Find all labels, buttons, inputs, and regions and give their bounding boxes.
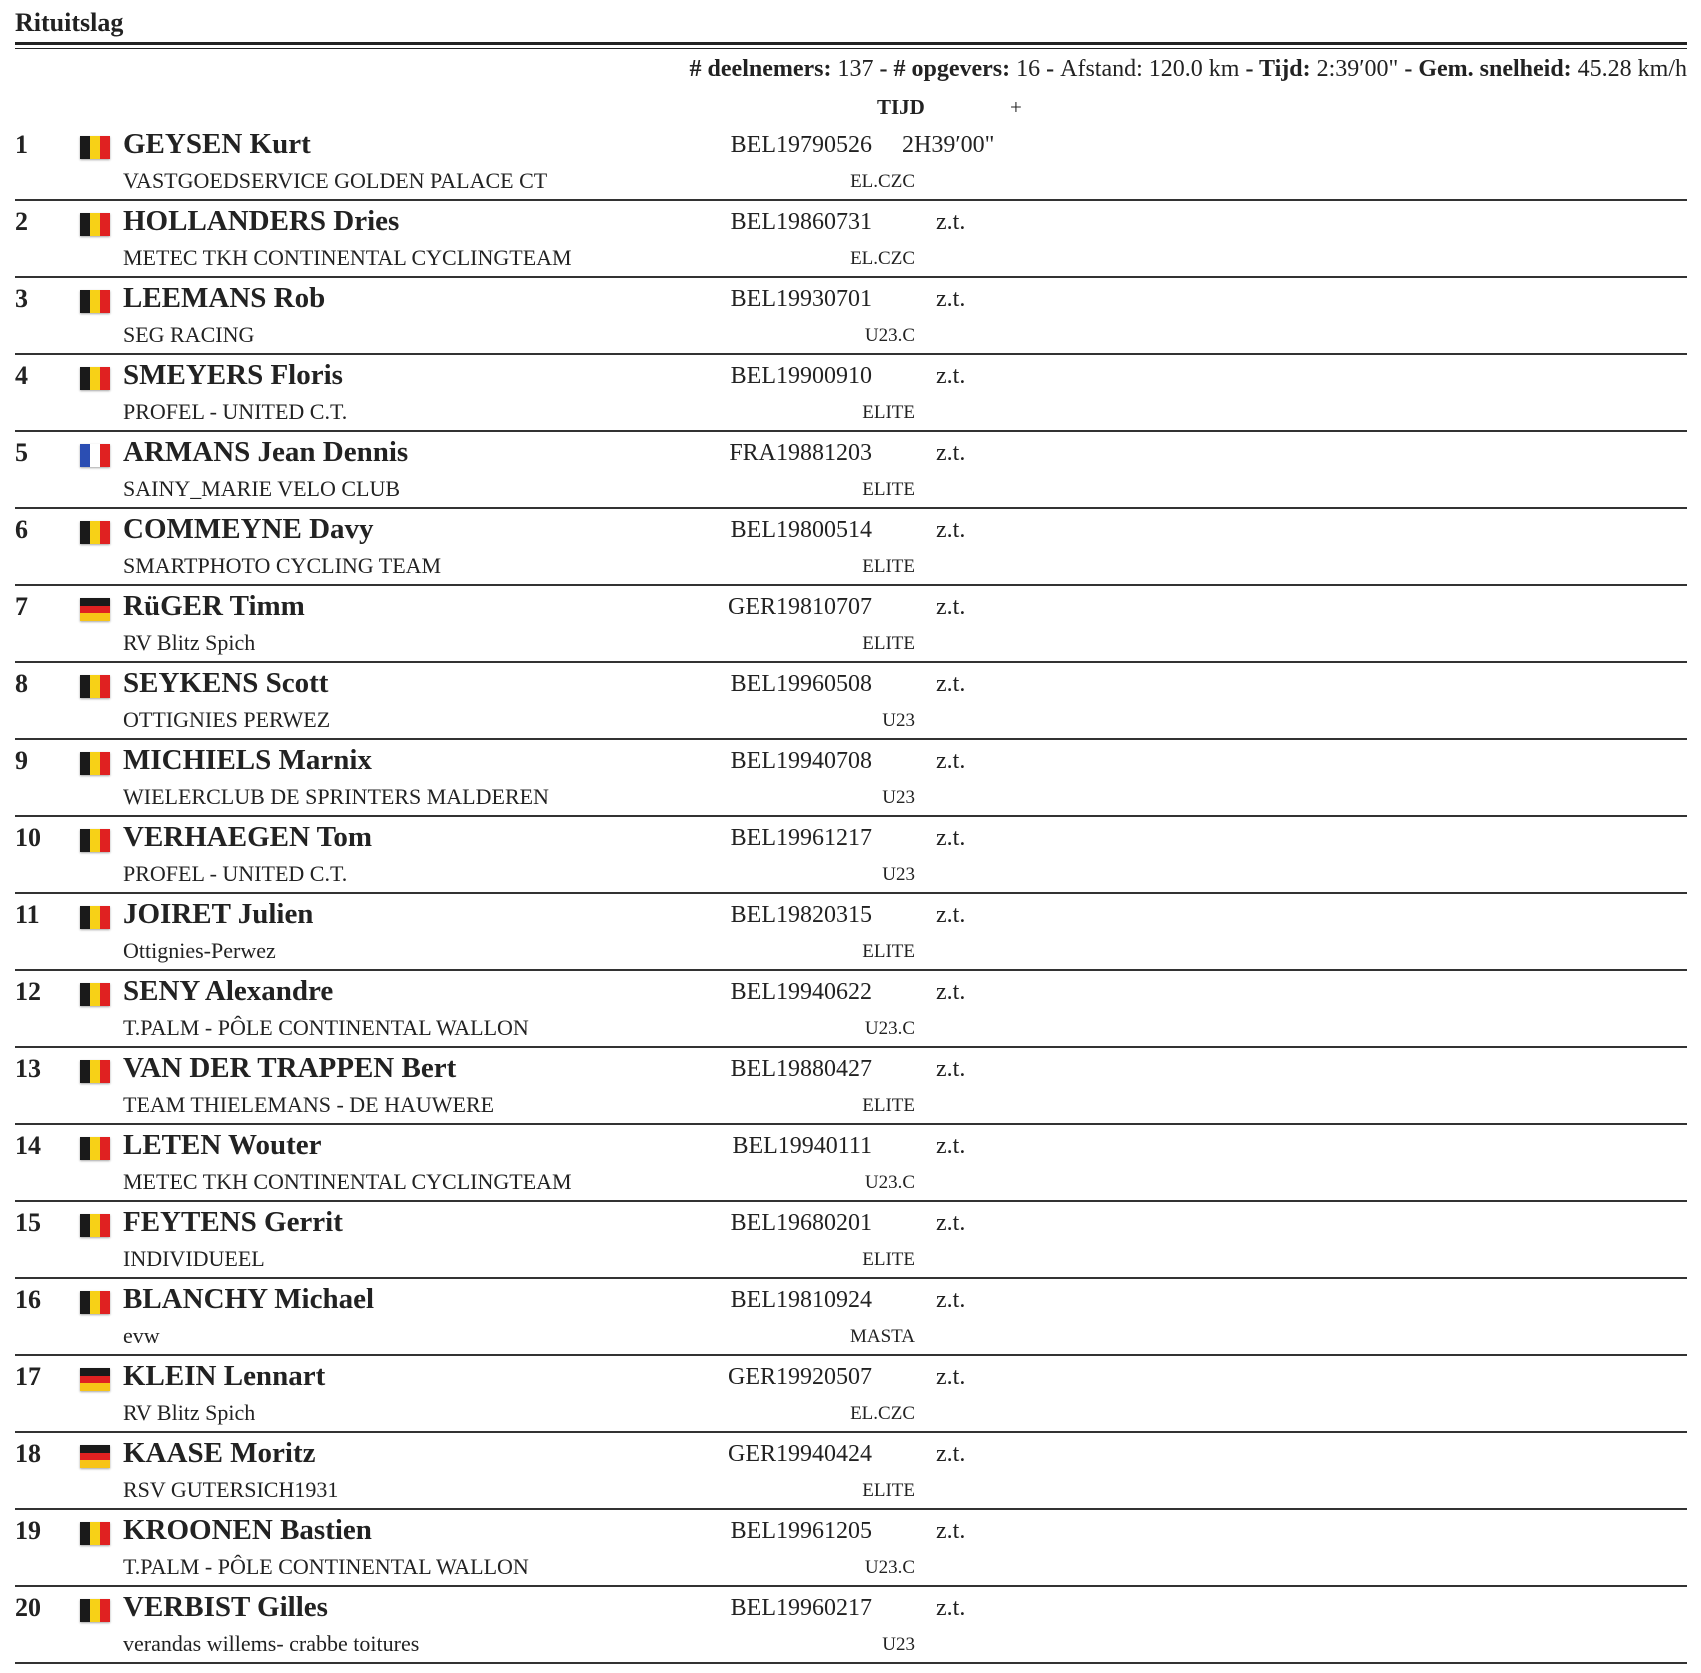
nationality-flag-icon bbox=[80, 1599, 110, 1622]
rider-category: U23 bbox=[882, 864, 915, 885]
distance-text: Afstand: 120.0 km bbox=[1060, 56, 1240, 82]
nationality-flag-icon bbox=[80, 752, 110, 775]
finish-time: z.t. bbox=[936, 902, 966, 928]
rider-category: U23 bbox=[882, 1634, 915, 1655]
team-name: Ottignies-Perwez bbox=[123, 938, 276, 963]
team-name: METEC TKH CONTINENTAL CYCLINGTEAM bbox=[123, 245, 572, 270]
rider-name: JOIRET Julien bbox=[123, 898, 314, 930]
speed-value: 45.28 km/h bbox=[1577, 56, 1687, 82]
rider-name: VERHAEGEN Tom bbox=[123, 821, 372, 853]
finish-time: z.t. bbox=[936, 1133, 966, 1159]
speed-label: Gem. snelheid: bbox=[1418, 56, 1572, 82]
uci-id: BEL19961217 bbox=[730, 825, 872, 851]
column-header-plus: + bbox=[1010, 95, 1022, 119]
finish-time: z.t. bbox=[936, 363, 966, 389]
result-position: 20 bbox=[15, 1593, 41, 1622]
uci-id: BEL19680201 bbox=[730, 1210, 872, 1236]
rider-name: SMEYERS Floris bbox=[123, 359, 343, 391]
finish-time: z.t. bbox=[936, 1210, 966, 1236]
team-name: OTTIGNIES PERWEZ bbox=[123, 707, 331, 732]
uci-id: BEL19960217 bbox=[730, 1595, 872, 1621]
result-position: 19 bbox=[15, 1516, 41, 1545]
uci-id: FRA19881203 bbox=[729, 440, 872, 466]
result-position: 4 bbox=[15, 361, 28, 390]
finish-time: z.t. bbox=[936, 1287, 966, 1313]
rider-name: KLEIN Lennart bbox=[123, 1360, 326, 1392]
rider-category: ELITE bbox=[862, 941, 915, 962]
result-row bbox=[15, 278, 1687, 355]
nationality-flag-icon bbox=[80, 444, 110, 467]
result-position: 8 bbox=[15, 669, 28, 698]
result-row bbox=[15, 586, 1687, 663]
nationality-flag-icon bbox=[80, 213, 110, 236]
team-name: PROFEL - UNITED C.T. bbox=[123, 861, 348, 886]
result-position: 5 bbox=[15, 438, 28, 467]
uci-id: GER19940424 bbox=[728, 1441, 872, 1467]
nationality-flag-icon bbox=[80, 906, 110, 929]
result-row bbox=[15, 1587, 1687, 1664]
nationality-flag-icon bbox=[80, 1137, 110, 1160]
header-divider-thick bbox=[15, 42, 1687, 45]
team-name: RSV GUTERSICH1931 bbox=[123, 1477, 339, 1502]
rider-category: ELITE bbox=[862, 479, 915, 500]
dropouts-label: # opgevers: bbox=[893, 56, 1011, 82]
team-name: RV Blitz Spich bbox=[123, 1400, 256, 1425]
participants-label: # deelnemers: bbox=[689, 56, 832, 82]
uci-id: GER19920507 bbox=[728, 1364, 872, 1390]
rider-category: ELITE bbox=[862, 1480, 915, 1501]
result-position: 7 bbox=[15, 592, 28, 621]
uci-id: BEL19860731 bbox=[730, 209, 872, 235]
finish-time: z.t. bbox=[936, 1441, 966, 1467]
finish-time: z.t. bbox=[936, 748, 966, 774]
nationality-flag-icon bbox=[80, 1291, 110, 1314]
uci-id: BEL19940622 bbox=[730, 979, 872, 1005]
result-row bbox=[15, 1125, 1687, 1202]
uci-id: BEL19940111 bbox=[732, 1133, 872, 1159]
finish-time: z.t. bbox=[936, 1518, 966, 1544]
rider-category: U23 bbox=[882, 710, 915, 731]
rider-category: U23.C bbox=[864, 1018, 915, 1039]
rider-name: GEYSEN Kurt bbox=[123, 128, 311, 160]
rider-name: RüGER Timm bbox=[123, 590, 305, 622]
rider-category: ELITE bbox=[862, 1095, 915, 1116]
rider-name: VAN DER TRAPPEN Bert bbox=[123, 1052, 457, 1084]
result-position: 17 bbox=[15, 1362, 41, 1391]
finish-time: z.t. bbox=[936, 979, 966, 1005]
rider-category: EL.CZC bbox=[850, 1403, 915, 1424]
summary-separator: - bbox=[1239, 56, 1260, 82]
nationality-flag-icon bbox=[80, 367, 110, 390]
result-row bbox=[15, 1510, 1687, 1587]
result-position: 18 bbox=[15, 1439, 41, 1468]
rider-name: KAASE Moritz bbox=[123, 1437, 316, 1469]
result-position: 9 bbox=[15, 746, 28, 775]
result-row bbox=[15, 1279, 1687, 1356]
uci-id: GER19810707 bbox=[728, 594, 872, 620]
team-name: WIELERCLUB DE SPRINTERS MALDEREN bbox=[123, 784, 549, 809]
uci-id: BEL19900910 bbox=[730, 363, 872, 389]
rider-category: U23.C bbox=[864, 325, 915, 346]
rider-category: ELITE bbox=[862, 402, 915, 423]
rider-name: BLANCHY Michael bbox=[123, 1283, 375, 1315]
result-row bbox=[15, 124, 1687, 201]
dropouts-value: 16 bbox=[1016, 56, 1041, 82]
team-name: METEC TKH CONTINENTAL CYCLINGTEAM bbox=[123, 1169, 572, 1194]
result-row bbox=[15, 894, 1687, 971]
result-position: 10 bbox=[15, 823, 41, 852]
nationality-flag-icon bbox=[80, 1522, 110, 1545]
result-position: 11 bbox=[15, 900, 40, 929]
rider-name: SENY Alexandre bbox=[123, 975, 334, 1007]
result-row bbox=[15, 817, 1687, 894]
result-row bbox=[15, 201, 1687, 278]
uci-id: BEL19930701 bbox=[730, 286, 872, 312]
nationality-flag-icon bbox=[80, 290, 110, 313]
summary-separator: - bbox=[1398, 56, 1419, 82]
rider-name: FEYTENS Gerrit bbox=[123, 1206, 343, 1238]
rider-category: MASTA bbox=[850, 1326, 915, 1347]
result-position: 13 bbox=[15, 1054, 41, 1083]
finish-time: z.t. bbox=[936, 825, 966, 851]
nationality-flag-icon bbox=[80, 675, 110, 698]
team-name: T.PALM - PÔLE CONTINENTAL WALLON bbox=[123, 1015, 529, 1040]
team-name: evw bbox=[123, 1323, 160, 1348]
nationality-flag-icon bbox=[80, 1214, 110, 1237]
summary-separator: - bbox=[873, 56, 894, 82]
rider-name: HOLLANDERS Dries bbox=[123, 205, 400, 237]
rider-name: COMMEYNE Davy bbox=[123, 513, 374, 545]
result-row bbox=[15, 1048, 1687, 1125]
nationality-flag-icon bbox=[80, 829, 110, 852]
team-name: INDIVIDUEEL bbox=[123, 1246, 265, 1271]
team-name: RV Blitz Spich bbox=[123, 630, 256, 655]
finish-time: z.t. bbox=[936, 1364, 966, 1390]
nationality-flag-icon bbox=[80, 136, 110, 159]
rider-name: SEYKENS Scott bbox=[123, 667, 329, 699]
team-name: SEG RACING bbox=[123, 322, 255, 347]
finish-time: z.t. bbox=[936, 517, 966, 543]
result-row bbox=[15, 432, 1687, 509]
results-list bbox=[15, 124, 1687, 1664]
rider-category: EL.CZC bbox=[850, 171, 915, 192]
nationality-flag-icon bbox=[80, 598, 110, 621]
rider-name: VERBIST Gilles bbox=[123, 1591, 328, 1623]
uci-id: BEL19880427 bbox=[730, 1056, 872, 1082]
uci-id: BEL19940708 bbox=[730, 748, 872, 774]
finish-time: z.t. bbox=[936, 1595, 966, 1621]
nationality-flag-icon bbox=[80, 1060, 110, 1083]
result-position: 15 bbox=[15, 1208, 41, 1237]
uci-id: BEL19820315 bbox=[730, 902, 872, 928]
result-row bbox=[15, 509, 1687, 586]
finish-time: z.t. bbox=[936, 594, 966, 620]
rider-category: ELITE bbox=[862, 556, 915, 577]
finish-time: z.t. bbox=[936, 1056, 966, 1082]
rider-name: KROONEN Bastien bbox=[123, 1514, 372, 1546]
team-name: SMARTPHOTO CYCLING TEAM bbox=[123, 553, 442, 578]
time-label: Tijd: bbox=[1259, 56, 1311, 82]
team-name: verandas willems- crabbe toitures bbox=[123, 1631, 420, 1656]
team-name: SAINY_MARIE VELO CLUB bbox=[123, 476, 401, 501]
rider-name: ARMANS Jean Dennis bbox=[123, 436, 409, 468]
summary-separator: - bbox=[1040, 56, 1061, 82]
race-summary bbox=[690, 52, 1687, 86]
rider-name: MICHIELS Marnix bbox=[123, 744, 372, 776]
result-position: 12 bbox=[15, 977, 41, 1006]
page-title: Rituitslag bbox=[15, 8, 124, 37]
rider-category: U23.C bbox=[864, 1557, 915, 1578]
uci-id: BEL19790526 bbox=[730, 132, 872, 158]
column-header-time: TIJD bbox=[877, 95, 925, 119]
finish-time: z.t. bbox=[936, 440, 966, 466]
rider-category: U23.C bbox=[864, 1172, 915, 1193]
result-position: 2 bbox=[15, 207, 28, 236]
uci-id: BEL19810924 bbox=[730, 1287, 872, 1313]
team-name: TEAM THIELEMANS - DE HAUWERE bbox=[123, 1092, 495, 1117]
result-row bbox=[15, 1433, 1687, 1510]
nationality-flag-icon bbox=[80, 983, 110, 1006]
result-position: 14 bbox=[15, 1131, 41, 1160]
time-value: 2:39′00" bbox=[1316, 56, 1399, 82]
result-position: 16 bbox=[15, 1285, 41, 1314]
result-row bbox=[15, 1356, 1687, 1433]
uci-id: BEL19800514 bbox=[730, 517, 872, 543]
rider-category: U23 bbox=[882, 787, 915, 808]
finish-time: z.t. bbox=[936, 286, 966, 312]
result-position: 3 bbox=[15, 284, 28, 313]
result-row bbox=[15, 971, 1687, 1048]
finish-time: z.t. bbox=[936, 209, 966, 235]
rider-category: EL.CZC bbox=[850, 248, 915, 269]
result-row bbox=[15, 740, 1687, 817]
result-position: 6 bbox=[15, 515, 28, 544]
header-divider-thin bbox=[15, 48, 1687, 49]
result-row bbox=[15, 355, 1687, 432]
rider-name: LETEN Wouter bbox=[123, 1129, 322, 1161]
finish-time: 2H39′00" bbox=[902, 132, 995, 158]
nationality-flag-icon bbox=[80, 521, 110, 544]
result-position: 1 bbox=[15, 130, 28, 159]
team-name: PROFEL - UNITED C.T. bbox=[123, 399, 348, 424]
participants-value: 137 bbox=[837, 56, 874, 82]
rider-category: ELITE bbox=[862, 1249, 915, 1270]
rider-name: LEEMANS Rob bbox=[123, 282, 326, 314]
uci-id: BEL19961205 bbox=[730, 1518, 872, 1544]
finish-time: z.t. bbox=[936, 671, 966, 697]
result-row bbox=[15, 663, 1687, 740]
uci-id: BEL19960508 bbox=[730, 671, 872, 697]
team-name: T.PALM - PÔLE CONTINENTAL WALLON bbox=[123, 1554, 529, 1579]
nationality-flag-icon bbox=[80, 1445, 110, 1468]
result-row bbox=[15, 1202, 1687, 1279]
rider-category: ELITE bbox=[862, 633, 915, 654]
team-name: VASTGOEDSERVICE GOLDEN PALACE CT bbox=[123, 168, 548, 193]
nationality-flag-icon bbox=[80, 1368, 110, 1391]
